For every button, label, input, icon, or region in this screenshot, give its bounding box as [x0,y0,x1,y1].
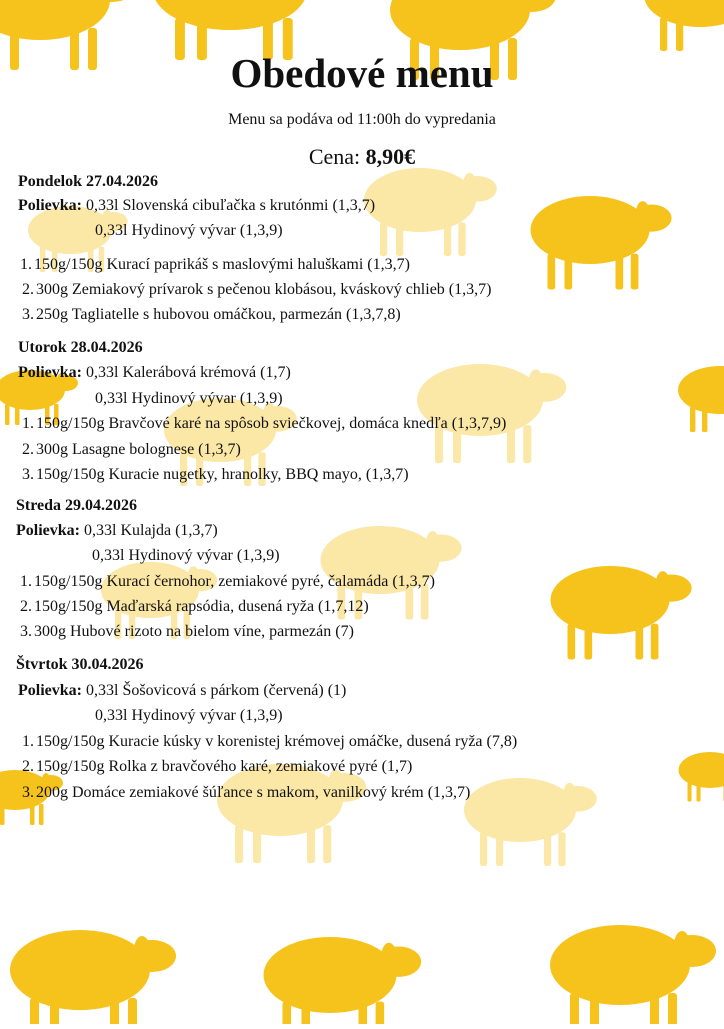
soup-item: 0,33l Hydinový vývar (1,3,9) [95,707,283,724]
meal-item [18,783,470,803]
day-heading: Pondelok 27.04.2026 [18,173,159,190]
soup-line [18,681,346,701]
page-title: Obedové menu [230,50,494,96]
meal-number: 1. [22,733,34,750]
price-label: Cena: [308,144,361,169]
meal-text: 250g Tagliatelle s hubovou omáčkou, parmezán (1,3,7,8) [36,306,401,323]
soup-item: 0,33l Slovenská cibuľačka s krutónmi (1,3,7) [86,197,376,214]
meal-item [16,622,354,642]
soup-item: 0,33l Kulajda (1,3,7) [84,522,218,539]
soup-item: 0,33l Hydinový vývar (1,3,9) [95,222,283,239]
soup-line [16,521,218,541]
day-heading: Utorok 28.04.2026 [18,339,143,356]
meal-item [18,732,517,752]
serving-time: Menu sa podáva od 11:00h do vypredania [228,111,496,128]
meal-number: 2. [20,598,32,615]
meal-item [18,305,401,325]
price [0,143,724,171]
meal-number: 3. [22,466,34,483]
soup-item: 0,33l Hydinový vývar (1,3,9) [92,547,280,564]
meal-item [18,414,506,434]
soup-item: 0,33l Kalerábová krémová (1,7) [86,364,291,381]
meal-text: 300g Hubové rizoto na bielom víne, parmezán (7) [34,623,354,640]
meal-text: 150g/150g Bravčové karé na spôsob sviečkovej, domáca knedľa (1,3,7,9) [36,415,507,432]
meal-number: 1. [22,415,34,432]
meal-text: 300g Zemiakový prívarok s pečenou klobásou, kváskový chlieb (1,3,7) [36,281,492,298]
soup-line [18,196,375,216]
meal-item [18,280,491,300]
meal-text: 150g/150g Kurací paprikáš s maslovými haluškami (1,3,7) [34,256,410,273]
meal-item [18,757,412,777]
day-heading: Štvrtok 30.04.2026 [16,656,144,673]
meal-text: 150g/150g Kuracie kúsky v korenistej krémovej omáčke, dusená ryža (7,8) [36,733,518,750]
meal-item [18,465,409,485]
meal-number: 3. [22,306,34,323]
meal-item [16,255,410,275]
soup-line [18,363,291,383]
meal-text: 150g/150g Kuracie nugetky, hranolky, BBQ mayo, (1,3,7) [36,466,409,483]
soup-label: Polievka: [18,682,82,699]
meal-text: 150g/150g Rolka z bravčového karé, zemiakové pyré (1,7) [36,758,413,775]
meal-number: 1. [20,256,32,273]
day-heading: Streda 29.04.2026 [16,497,138,514]
meal-text: 300g Lasagne bolognese (1,3,7) [36,441,241,458]
meal-number: 3. [20,623,32,640]
meal-number: 2. [22,281,34,298]
soup-item: 0,33l Šošovicová s párkom (červená) (1) [86,682,347,699]
meal-text: 200g Domáce zemiakové šúľance s makom, vanilkový krém (1,3,7) [36,784,471,801]
soup-item: 0,33l Hydinový vývar (1,3,9) [95,390,283,407]
meal-text: 150g/150g Kurací černohor, zemiakové pyré, čalamáda (1,3,7) [34,573,435,590]
meal-number: 1. [20,573,32,590]
soup-label: Polievka: [18,197,82,214]
soup-label: Polievka: [16,522,80,539]
meal-item [16,572,435,592]
meal-item [18,440,241,460]
price-value: 8,90€ [365,144,416,169]
meal-number: 3. [22,784,34,801]
meal-text: 150g/150g Maďarská rapsódia, dusená ryža (1,7,12) [34,598,369,615]
meal-number: 2. [22,441,34,458]
meal-item [16,597,369,617]
soup-label: Polievka: [18,364,82,381]
meal-number: 2. [22,758,34,775]
